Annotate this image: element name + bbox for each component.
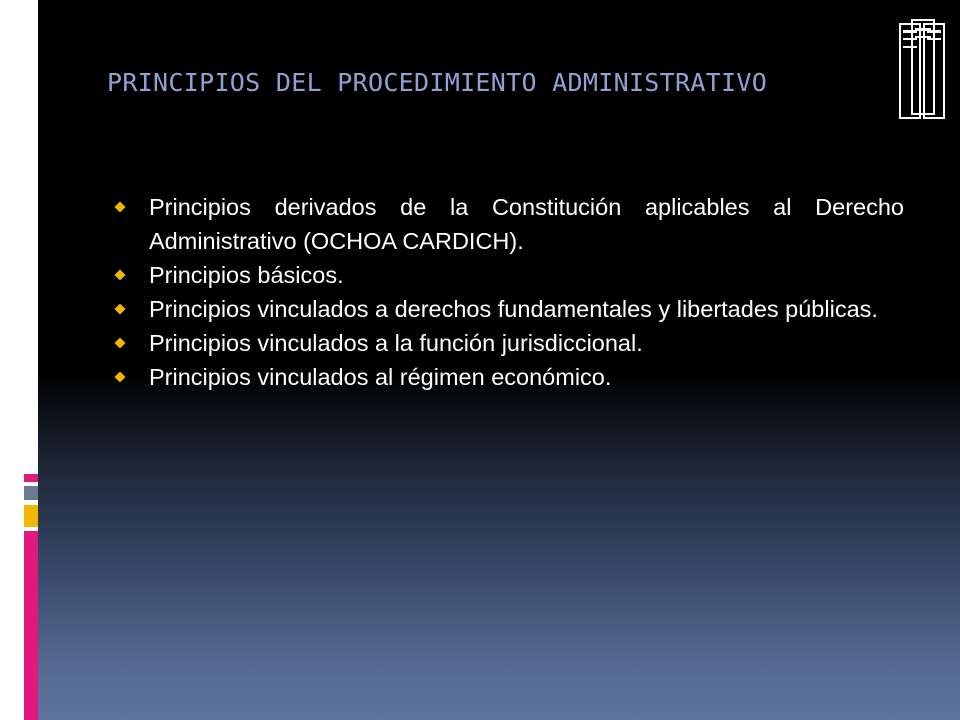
slide-title: PRINCIPIOS DEL PROCEDIMIENTO ADMINISTRATIVO xyxy=(107,68,768,97)
bullet-text: Principios derivados de la Constitución aplicables al Derecho Administrativo (OCHOA CARDICH). xyxy=(149,194,904,254)
accent-yellow xyxy=(24,505,38,527)
bullet-text: Principios básicos. xyxy=(149,262,344,288)
bullet-list xyxy=(112,190,904,394)
diamond-bullet-icon xyxy=(114,269,125,280)
bullet-item xyxy=(112,190,904,258)
diamond-bullet-icon xyxy=(114,303,125,314)
accent-pink-large xyxy=(24,531,38,720)
bullet-item xyxy=(112,360,904,394)
accent-gray xyxy=(24,486,38,500)
bullet-text: Principios vinculados a derechos fundamentales y libertades públicas. xyxy=(149,296,878,322)
diamond-bullet-icon xyxy=(114,371,125,382)
diamond-bullet-icon xyxy=(114,201,125,212)
bullet-text: Principios vinculados al régimen económico. xyxy=(149,364,612,390)
bullet-item xyxy=(112,258,904,292)
left-accent-strip xyxy=(24,0,38,720)
bullet-item xyxy=(112,292,904,326)
bullet-item xyxy=(112,326,904,360)
document-stack-icon xyxy=(898,18,946,122)
accent-pink-small xyxy=(24,474,38,482)
diamond-bullet-icon xyxy=(114,337,125,348)
bullet-text: Principios vinculados a la función jurisdiccional. xyxy=(149,330,643,356)
